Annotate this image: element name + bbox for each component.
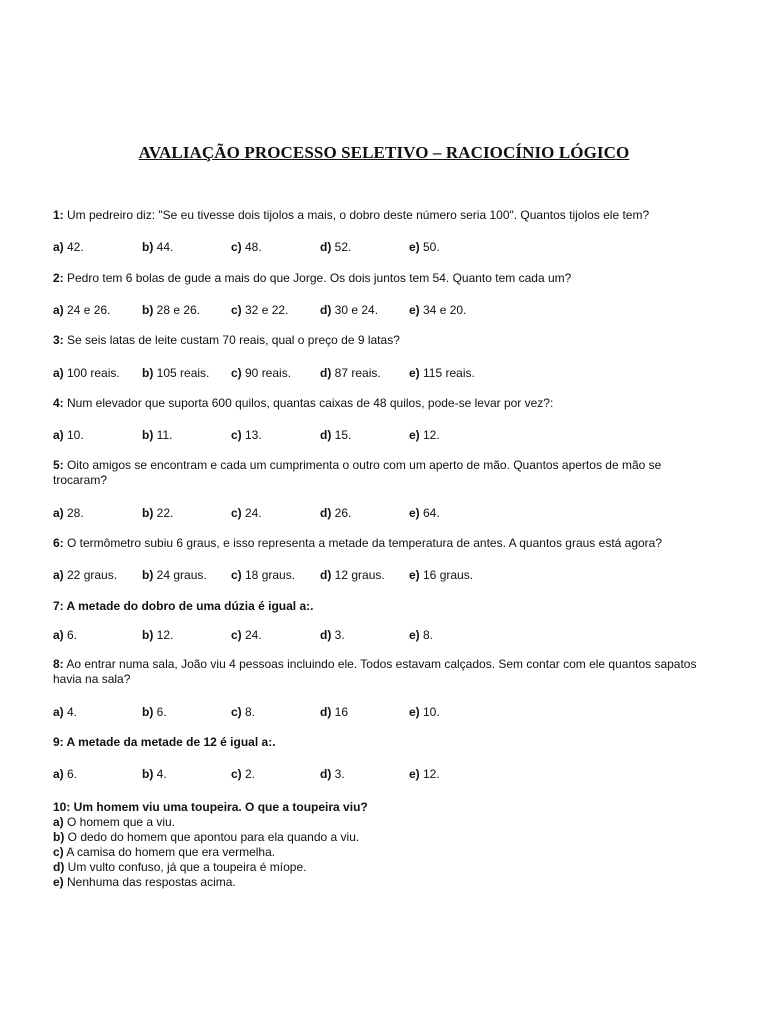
options-question-3 [53,366,713,381]
option-e [409,506,440,521]
option-c [231,428,262,443]
option-text: 6. [153,705,167,719]
option-e [409,705,440,720]
question-number: 1: [53,208,64,222]
option-letter: e) [409,568,420,582]
option-c [53,845,368,860]
options-question-9 [53,767,713,782]
option-letter: d) [320,568,332,582]
option-letter: d) [320,303,332,317]
question-text: Um pedreiro diz: "Se eu tivesse dois tijolos a mais, o dobro deste número seria 100". Quantos tijolos ele tem? [63,208,650,222]
option-letter: d) [320,767,332,781]
option-letter: e) [409,767,420,781]
option-letter: d) [320,428,332,442]
question-number: 2: [53,271,64,285]
option-letter: b) [142,506,154,520]
option-text: 3. [331,767,345,781]
option-letter: d) [320,628,332,642]
option-text: 100 reais. [63,366,120,380]
option-b [142,303,200,318]
option-text: 16 [331,705,349,719]
option-text: 50. [419,240,440,254]
option-text: 15. [331,428,352,442]
page-title: AVALIAÇÃO PROCESSO SELETIVO – RACIOCÍNIO LÓGICO [138,143,630,162]
option-text: 12. [419,428,440,442]
option-text: 24 graus. [153,568,207,582]
option-a [53,568,117,583]
option-text: 42. [63,240,84,254]
option-text: 6. [63,767,78,781]
option-letter: c) [231,705,242,719]
option-e [409,628,433,643]
option-letter: e) [53,875,64,889]
option-a [53,303,110,318]
option-letter: c) [231,240,242,254]
question-9 [53,735,713,750]
option-e [409,303,466,318]
option-b [142,506,173,521]
question-number: 4: [53,396,64,410]
option-text: 28 e 26. [153,303,201,317]
question-text: Se seis latas de leite custam 70 reais, qual o preço de 9 latas? [63,333,400,347]
option-c [231,705,255,720]
question-text: Pedro tem 6 bolas de gude a mais do que Jorge. Os dois juntos tem 54. Quanto tem cada um? [63,271,572,285]
option-text: 3. [331,628,345,642]
option-letter: a) [53,428,64,442]
option-text: 24 e 26. [63,303,111,317]
option-e [409,568,473,583]
option-d [320,240,351,255]
option-c [231,366,291,381]
question-heading: 10: Um homem viu uma toupeira. O que a toupeira viu? [53,800,368,814]
option-a [53,628,77,643]
option-text: 22 graus. [63,568,118,582]
option-letter: b) [142,628,154,642]
option-letter: b) [142,568,154,582]
option-text: 12. [153,628,174,642]
options-question-4 [53,428,713,443]
option-letter: a) [53,303,64,317]
option-text: 105 reais. [153,366,210,380]
option-letter: e) [409,628,420,642]
option-letter: b) [142,240,154,254]
option-letter: a) [53,506,64,520]
option-a [53,705,77,720]
options-question-6 [53,568,713,583]
option-b [142,705,167,720]
option-a [53,506,84,521]
option-d [320,705,348,720]
option-letter: c) [231,366,242,380]
option-a [53,240,84,255]
options-question-2 [53,303,713,318]
option-a [53,366,120,381]
options-question-5 [53,506,713,521]
option-a [53,767,77,782]
option-letter: e) [409,705,420,719]
option-text: A camisa do homem que era vermelha. [63,845,276,859]
option-d [320,628,345,643]
option-text: 2. [241,767,256,781]
options-question-8 [53,705,713,720]
option-letter: b) [142,428,154,442]
option-text: 87 reais. [331,366,381,380]
option-text: 4. [63,705,78,719]
option-d [320,428,351,443]
option-letter: c) [231,628,242,642]
option-text: 48. [241,240,262,254]
question-number: 6: [53,536,64,550]
option-b [142,568,207,583]
option-text: 115 reais. [419,366,475,380]
option-letter: a) [53,705,64,719]
option-letter: a) [53,815,64,829]
option-b [142,428,172,443]
option-letter: b) [142,767,154,781]
question-heading: 7: A metade do dobro de uma dúzia é igual a:. [53,599,314,613]
option-text: 8. [241,705,256,719]
question-number: 8: [53,657,64,671]
option-text: 6. [63,628,78,642]
option-d [53,860,368,875]
option-letter: d) [320,240,332,254]
question-number: 5: [53,458,64,472]
options-question-1 [53,240,713,255]
option-text: 10. [419,705,440,719]
option-text: 22. [153,506,174,520]
question-1 [53,208,713,223]
option-letter: e) [409,366,420,380]
option-text: 28. [63,506,84,520]
option-letter: a) [53,767,64,781]
option-letter: b) [53,830,65,844]
option-text: 13. [241,428,262,442]
option-b [142,366,209,381]
option-text: 10. [63,428,84,442]
question-5 [53,458,713,488]
option-d [320,767,345,782]
option-c [231,303,288,318]
option-letter: c) [231,767,242,781]
question-number: 3: [53,333,64,347]
option-text: 30 e 24. [331,303,379,317]
option-text: 18 graus. [241,568,296,582]
option-text: 12 graus. [331,568,385,582]
option-c [231,568,295,583]
question-3 [53,333,713,348]
option-letter: a) [53,568,64,582]
option-letter: b) [142,705,154,719]
option-e [409,428,440,443]
question-8 [53,657,713,687]
option-text: 44. [153,240,174,254]
option-c [231,628,262,643]
question-10 [53,800,368,890]
option-c [231,767,255,782]
question-text: O termômetro subiu 6 graus, e isso representa a metade da temperatura de antes. A quantos graus está agora? [63,536,663,550]
question-text: Oito amigos se encontram e cada um cumprimenta o outro com um aperto de mão. Quantos apertos de mão se trocaram? [53,458,662,487]
question-text: Ao entrar numa sala, João viu 4 pessoas incluindo ele. Todos estavam calçados. Sem contar com ele quantos sapatos havia na sala? [53,657,697,686]
option-d [320,568,385,583]
option-e [409,366,475,381]
option-b [142,240,173,255]
option-letter: c) [231,568,242,582]
option-text: 90 reais. [241,366,292,380]
option-e [53,875,368,890]
option-letter: c) [53,845,64,859]
option-text: 8. [419,628,434,642]
option-b [53,830,368,845]
question-heading: 9: A metade da metade de 12 é igual a:. [53,735,276,749]
option-b [142,767,167,782]
option-letter: e) [409,506,420,520]
question-4 [53,396,713,411]
option-letter: a) [53,240,64,254]
option-letter: c) [231,303,242,317]
options-question-7 [53,628,713,643]
option-text: 12. [419,767,440,781]
option-letter: d) [320,705,332,719]
option-text: 64. [419,506,440,520]
option-text: O homem que a viu. [63,815,176,829]
option-d [320,506,351,521]
option-text: Um vulto confuso, já que a toupeira é míope. [64,860,307,874]
option-letter: e) [409,303,420,317]
option-letter: d) [320,506,332,520]
option-c [231,240,262,255]
option-text: O dedo do homem que apontou para ela quando a viu. [64,830,360,844]
option-letter: c) [231,428,242,442]
option-letter: b) [142,366,154,380]
option-a [53,815,368,830]
option-letter: d) [320,366,332,380]
option-letter: a) [53,366,64,380]
option-text: 16 graus. [419,568,474,582]
option-b [142,628,173,643]
question-text: Num elevador que suporta 600 quilos, quantas caixas de 48 quilos, pode-se levar por vez?: [63,396,554,410]
option-d [320,303,378,318]
option-text: 26. [331,506,352,520]
option-letter: d) [53,860,65,874]
option-letter: e) [409,240,420,254]
question-7 [53,599,713,614]
option-text: 52. [331,240,352,254]
option-c [231,506,262,521]
option-a [53,428,84,443]
option-letter: a) [53,628,64,642]
option-letter: e) [409,428,420,442]
option-text: 11. [153,428,173,442]
option-letter: c) [231,506,242,520]
option-text: Nenhuma das respostas acima. [63,875,236,889]
option-e [409,240,440,255]
option-text: 24. [241,628,262,642]
option-text: 4. [153,767,167,781]
question-2 [53,271,713,286]
option-text: 32 e 22. [241,303,289,317]
option-e [409,767,440,782]
option-d [320,366,381,381]
option-text: 24. [241,506,262,520]
option-letter: b) [142,303,154,317]
question-6 [53,536,713,551]
option-text: 34 e 20. [419,303,467,317]
